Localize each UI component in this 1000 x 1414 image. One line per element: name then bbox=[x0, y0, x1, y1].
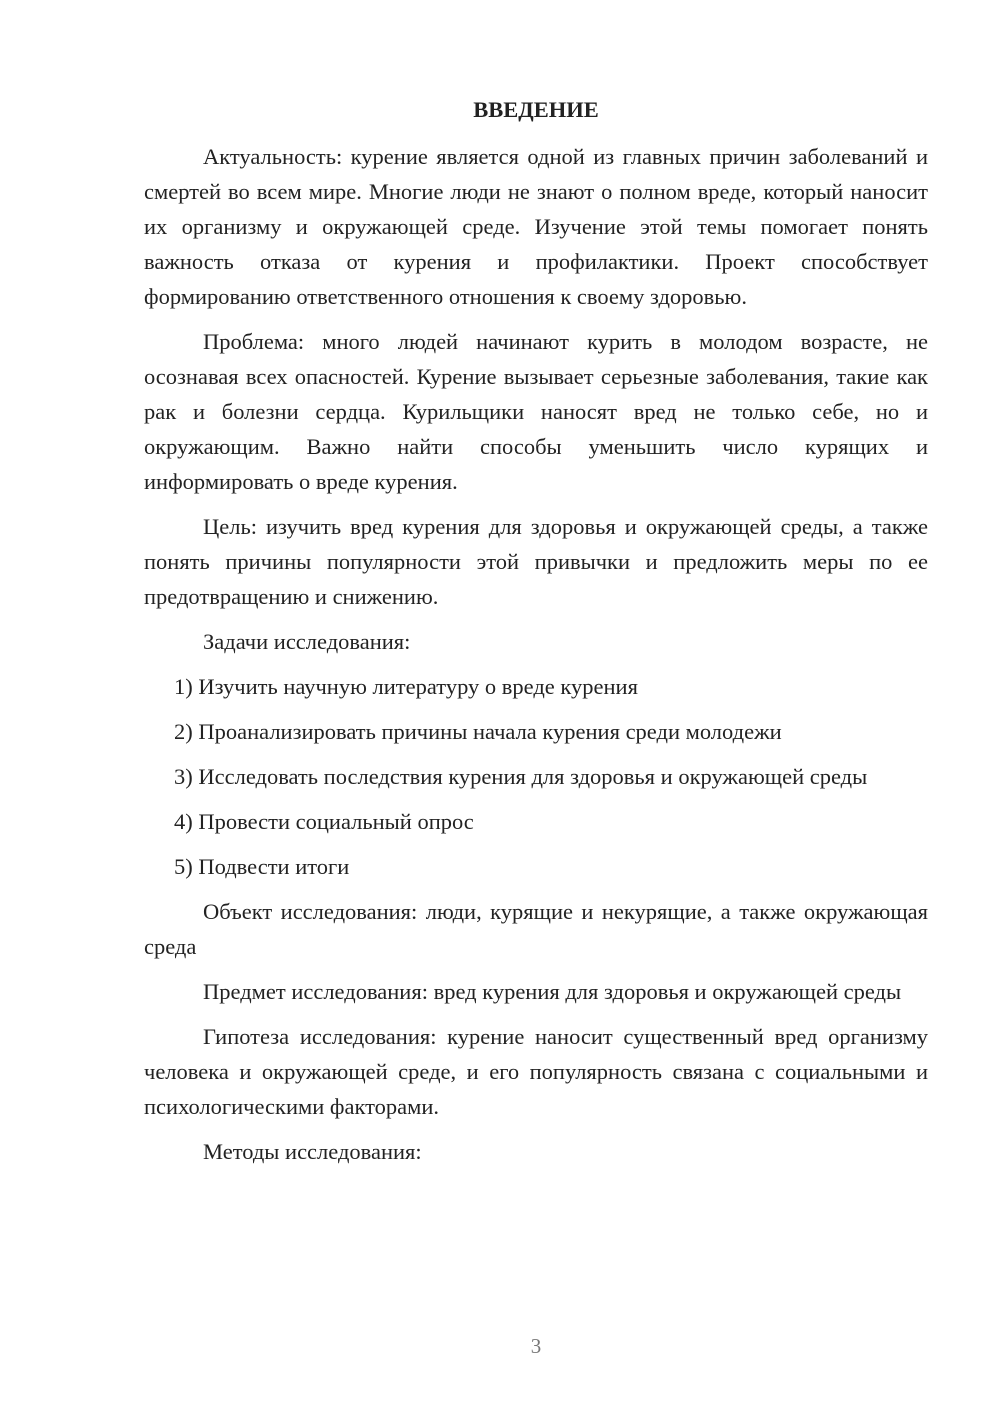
page-title: ВВЕДЕНИЕ bbox=[473, 97, 599, 122]
task-item: 4) Провести социальный опрос bbox=[174, 809, 474, 834]
task-item: 1) Изучить научную литературу о вреде курения bbox=[174, 674, 638, 699]
methods-heading: Методы исследования: bbox=[203, 1139, 422, 1164]
paragraph-object: Объект исследования: люди, курящие и некурящие, а также окружающая среда bbox=[144, 899, 928, 959]
paragraph-hypothesis: Гипотеза исследования: курение наносит существенный вред организму человека и окружающей среде, и его популярность связана с социальными и психологическими факторами. bbox=[144, 1024, 928, 1119]
document-page bbox=[144, 95, 928, 1179]
paragraph-goal: Цель: изучить вред курения для здоровья и окружающей среды, а также понять причины популярности этой привычки и предложить меры по ее предотвращению и снижению. bbox=[144, 514, 928, 609]
paragraph-problem: Проблема: много людей начинают курить в молодом возрасте, не осознавая всех опасностей. Курение вызывает серьезные заболевания, такие как рак и болезни сердца. Курильщики наносят вред не только себе, но и окружающим. Важно найти способы уменьшить число курящих и информировать о вреде курения. bbox=[144, 329, 928, 494]
paragraph-subject: Предмет исследования: вред курения для здоровья и окружающей среды bbox=[203, 979, 902, 1004]
paragraph-relevance: Актуальность: курение является одной из главных причин заболеваний и смертей во всем мире. Многие люди не знают о полном вреде, который наносит их организму и окружающей среде. Изучение этой темы помогает понять важность отказа от курения и профилактики. Проект способствует формированию ответственного отношения к своему здоровью. bbox=[144, 144, 928, 309]
page-number: 3 bbox=[530, 1334, 542, 1358]
tasks-heading: Задачи исследования: bbox=[203, 629, 411, 654]
task-item: 5) Подвести итоги bbox=[174, 854, 350, 879]
task-item: 2) Проанализировать причины начала курения среди молодежи bbox=[174, 719, 782, 744]
task-item: 3) Исследовать последствия курения для здоровья и окружающей среды bbox=[174, 764, 868, 789]
